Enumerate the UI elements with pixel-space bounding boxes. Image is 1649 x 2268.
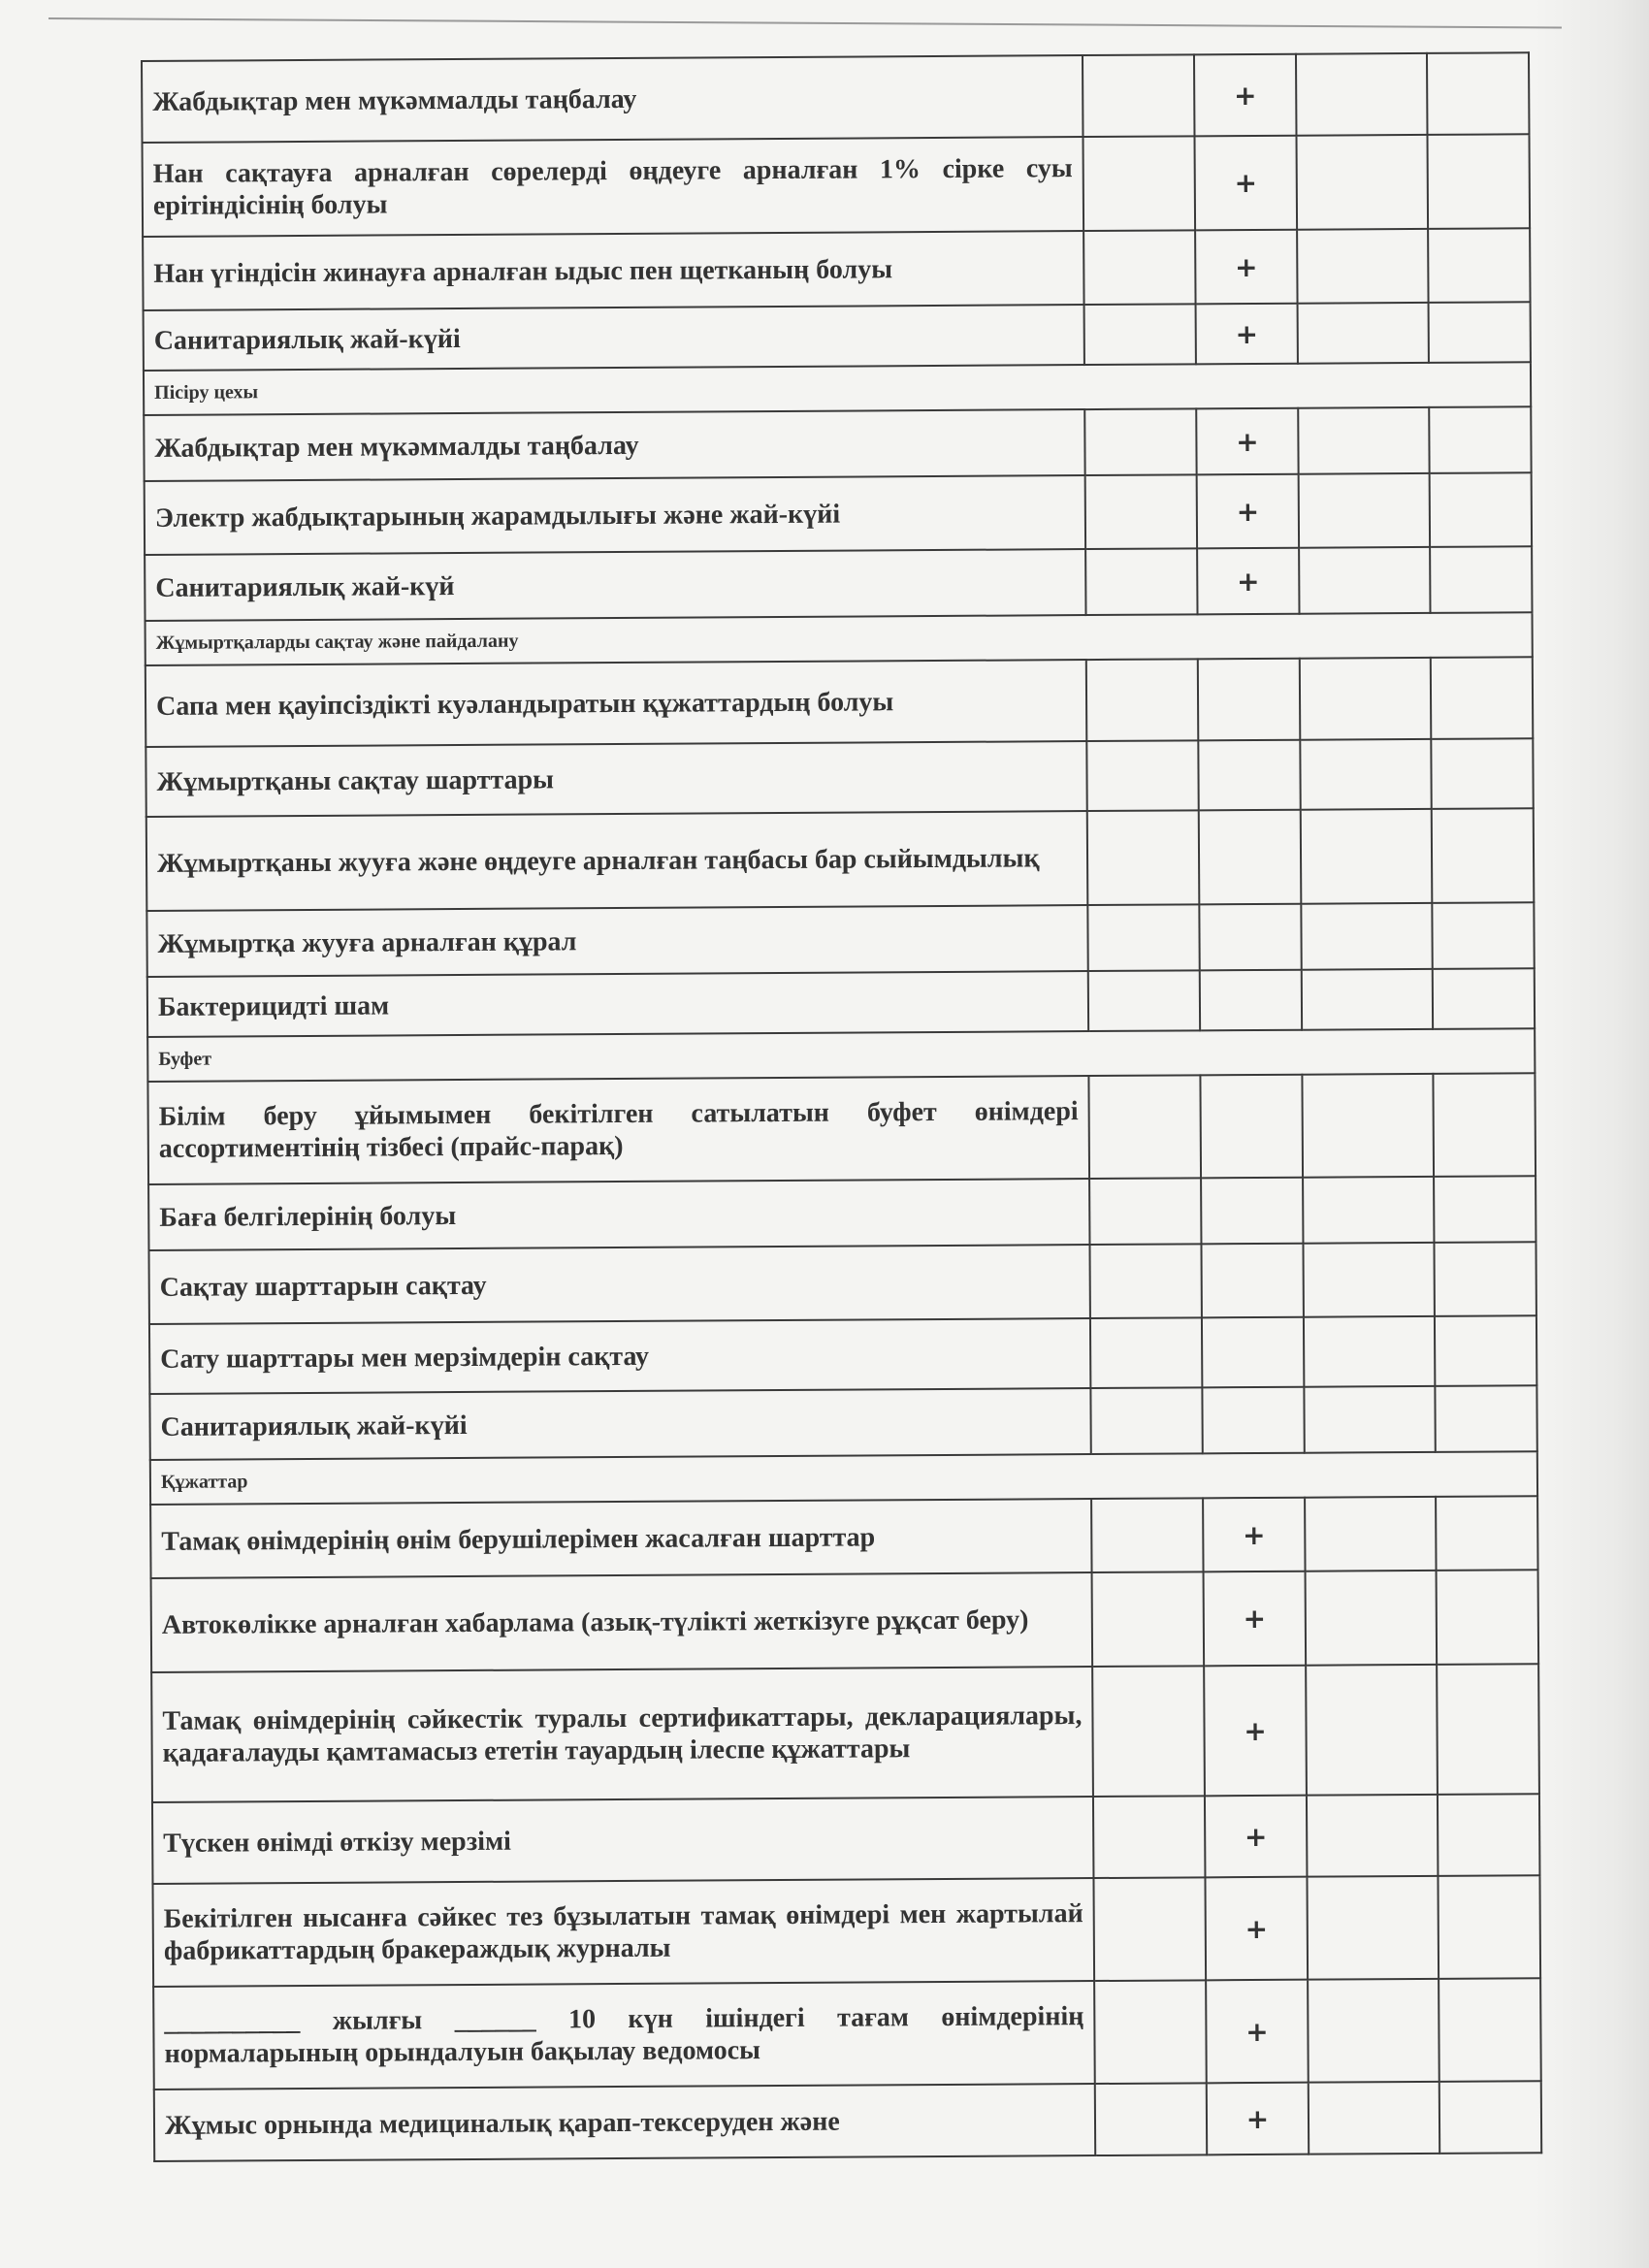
empty-cell: [1305, 1497, 1436, 1571]
criterion-text: Тамақ өнімдерінің сәйкестік туралы сертификаттары, декларациялары, қадағалауды қамтамасыз ететін тауардың ілеспе құжаттары: [151, 1667, 1093, 1802]
empty-cell: [1083, 136, 1196, 231]
empty-cell: [1083, 230, 1195, 305]
criterion-text: Жабдықтар мен мүкәммалды таңбалау: [142, 55, 1083, 143]
empty-cell: [1300, 658, 1432, 740]
empty-cell: [1306, 1571, 1438, 1666]
section-title: Пісіру цехы: [144, 362, 1531, 415]
check-mark-cell: [1201, 1178, 1303, 1245]
criterion-text: Нан сақтауға арналған сөрелерді өңдеуге арналған 1% сірке суы ерітіндісінің болуы: [143, 137, 1084, 237]
empty-cell: [1087, 904, 1199, 971]
criterion-text: Электр жабдықтарының жарамдылығы және жай-күйі: [145, 475, 1085, 555]
empty-cell: [1087, 810, 1200, 905]
criterion-text: Жабдықтар мен мүкәммалды таңбалау: [144, 409, 1084, 481]
empty-cell: [1093, 1877, 1206, 1981]
table-row: [145, 546, 1532, 621]
criterion-text: Жұмыртқаны жууға және өңдеуге арналған таңбасы бар сыйымдылық: [146, 811, 1088, 911]
empty-cell: [1429, 406, 1531, 473]
table-row: [154, 2081, 1541, 2161]
section-title: Буфет: [147, 1028, 1535, 1082]
empty-cell: [1094, 1980, 1207, 2084]
table-row: [146, 808, 1535, 911]
criterion-text: Автокөлікке арналған хабарлама (азық-түлікті жеткізуге рұқсат беру): [151, 1572, 1093, 1672]
criterion-text: Баға белгілерінің болуы: [148, 1179, 1089, 1250]
empty-cell: [1307, 1876, 1439, 1980]
empty-cell: [1302, 969, 1433, 1030]
check-mark-cell: +: [1197, 474, 1299, 549]
empty-cell: [1297, 229, 1428, 304]
table-row: [151, 1664, 1539, 1802]
empty-cell: [1303, 1177, 1434, 1244]
criterion-text: Жұмыртқаны сақтау шарттары: [146, 741, 1086, 817]
empty-cell: [1303, 1243, 1434, 1317]
empty-cell: [1427, 52, 1530, 135]
section-title: Құжаттар: [150, 1451, 1537, 1505]
table-row: [143, 134, 1531, 237]
criterion-text: Жұмыртқа жууға арналған құрал: [146, 905, 1087, 977]
empty-cell: [1429, 302, 1531, 363]
empty-cell: [1432, 808, 1535, 903]
criterion-text: Санитариялық жай-күй: [145, 549, 1085, 621]
check-mark-cell: +: [1196, 304, 1298, 365]
criterion-text: Санитариялық жай-күйі: [144, 305, 1084, 371]
table-row: [152, 1794, 1539, 1884]
table-row: [142, 52, 1529, 143]
section-title: Жұмыртқаларды сақтау және пайдалану: [146, 612, 1533, 665]
empty-cell: [1299, 547, 1430, 614]
empty-cell: [1437, 1570, 1539, 1665]
criterion-text: Тамақ өнімдерінің өнім берушілерімен жасалған шарттар: [150, 1499, 1091, 1578]
empty-cell: [1088, 970, 1200, 1031]
empty-cell: [1428, 228, 1530, 303]
empty-cell: [1085, 548, 1197, 615]
empty-cell: [1431, 738, 1533, 809]
table-row: [146, 738, 1533, 817]
empty-cell: [1438, 1794, 1540, 1876]
empty-cell: [1433, 968, 1535, 1029]
check-mark-cell: +: [1205, 1796, 1308, 1878]
criterion-text: Білім беру ұйымымен бекітілген сатылатын буфет өнімдері ассортиментінің тізбесі (прайс-парақ): [147, 1076, 1089, 1184]
empty-cell: [1300, 739, 1431, 810]
empty-cell: [1085, 474, 1197, 549]
empty-cell: [1307, 1795, 1439, 1877]
empty-cell: [1092, 1571, 1205, 1667]
page-fold-shadow: [1533, 0, 1649, 2268]
criterion-text: __________ жылғы ______ 10 күн ішіндегі тағам өнімдерінің нормаларының орындалуын бақылау ведомосы: [153, 1981, 1095, 2090]
criterion-text: Санитариялық жай-күйі: [149, 1388, 1090, 1460]
criterion-text: Нан үгіндісін жинауға арналған ыдыс пен щетканың болуы: [143, 231, 1083, 310]
table-row: [144, 406, 1531, 481]
check-mark-cell: [1201, 1244, 1303, 1318]
empty-cell: [1090, 1387, 1202, 1454]
empty-cell: [1298, 303, 1429, 364]
empty-cell: [1439, 1978, 1541, 2082]
empty-cell: [1437, 1664, 1539, 1795]
empty-cell: [1093, 1796, 1206, 1878]
empty-cell: [1095, 2083, 1207, 2155]
empty-cell: [1089, 1244, 1201, 1318]
empty-cell: [1430, 546, 1532, 613]
empty-cell: [1301, 903, 1432, 970]
empty-cell: [1088, 1075, 1201, 1179]
checklist-sheet: [141, 51, 1540, 2162]
table-row: [152, 1875, 1540, 1987]
empty-cell: [1092, 1666, 1205, 1797]
checklist-rows: [142, 52, 1541, 2161]
table-row: [147, 968, 1535, 1037]
empty-cell: [1296, 135, 1428, 230]
check-mark-cell: +: [1194, 54, 1297, 137]
check-mark-cell: [1198, 740, 1300, 811]
check-mark-cell: +: [1197, 548, 1299, 615]
empty-cell: [1435, 1315, 1536, 1386]
check-mark-cell: +: [1204, 1571, 1307, 1667]
empty-cell: [1308, 1979, 1439, 2083]
empty-cell: [1304, 1316, 1435, 1387]
table-row: [145, 472, 1532, 555]
empty-cell: [1084, 408, 1196, 475]
check-mark-cell: +: [1203, 1498, 1305, 1572]
table-row: [149, 1315, 1536, 1394]
empty-cell: [1306, 1665, 1438, 1796]
criterion-text: Сапа мен қауіпсіздікті куәландыратын құжаттардың болуы: [146, 660, 1086, 747]
check-mark-cell: [1200, 970, 1302, 1031]
empty-cell: [1091, 1498, 1203, 1572]
empty-cell: [1427, 134, 1530, 229]
empty-cell: [1439, 2081, 1541, 2154]
criterion-text: Жұмыс орнында медициналық қарап-тексеруден және: [154, 2084, 1095, 2161]
table-row: [151, 1570, 1539, 1672]
check-mark-cell: [1202, 1317, 1304, 1388]
table-row: [146, 657, 1533, 747]
page-top-rule: [48, 17, 1562, 29]
empty-cell: [1434, 1176, 1536, 1243]
check-mark-cell: [1202, 1387, 1304, 1454]
table-row: [144, 302, 1531, 371]
check-mark-cell: +: [1194, 136, 1297, 231]
empty-cell: [1431, 657, 1534, 739]
table-row: [149, 1385, 1536, 1460]
empty-cell: [1089, 1178, 1201, 1245]
table-row: [148, 1176, 1536, 1250]
empty-cell: [1433, 1073, 1536, 1177]
empty-cell: [1086, 740, 1198, 811]
table-row: [150, 1496, 1537, 1578]
check-mark-cell: [1200, 1075, 1303, 1179]
check-mark-cell: +: [1207, 2083, 1309, 2155]
check-mark-cell: [1198, 659, 1301, 741]
table-row: [148, 1242, 1536, 1324]
empty-cell: [1301, 809, 1433, 904]
checklist-table: [141, 51, 1542, 2162]
empty-cell: [1430, 472, 1532, 547]
table-row: [153, 1978, 1541, 2090]
empty-cell: [1084, 304, 1196, 365]
empty-cell: [1298, 407, 1429, 474]
empty-cell: [1083, 54, 1195, 137]
empty-cell: [1296, 53, 1428, 136]
check-mark-cell: +: [1206, 1980, 1309, 2084]
empty-cell: [1302, 1074, 1434, 1178]
check-mark-cell: [1199, 904, 1301, 971]
check-mark-cell: +: [1204, 1666, 1307, 1797]
empty-cell: [1435, 1385, 1536, 1452]
empty-cell: [1432, 902, 1534, 969]
empty-cell: [1309, 2082, 1439, 2155]
table-row: [146, 902, 1534, 977]
check-mark-cell: +: [1205, 1877, 1308, 1981]
empty-cell: [1299, 473, 1430, 548]
criterion-text: Сақтау шарттарын сақтау: [148, 1245, 1089, 1324]
check-mark-cell: +: [1195, 230, 1297, 305]
check-mark-cell: +: [1196, 408, 1298, 475]
table-row: [147, 1073, 1536, 1184]
criterion-text: Бактерицидті шам: [147, 971, 1088, 1037]
empty-cell: [1438, 1875, 1540, 1979]
empty-cell: [1436, 1496, 1537, 1571]
criterion-text: Түскен өнімді өткізу мерзімі: [152, 1797, 1093, 1884]
empty-cell: [1434, 1242, 1536, 1316]
empty-cell: [1086, 659, 1199, 741]
table-row: [143, 228, 1530, 310]
criterion-text: Сату шарттары мен мерзімдерін сақтау: [149, 1318, 1090, 1394]
criterion-text: Бекітілген нысанға сәйкес тез бұзылатын тамақ өнімдері мен жартылай фабрикаттардың бракераждық журналы: [152, 1878, 1094, 1987]
empty-cell: [1304, 1386, 1435, 1453]
check-mark-cell: [1199, 810, 1302, 905]
empty-cell: [1090, 1317, 1202, 1388]
